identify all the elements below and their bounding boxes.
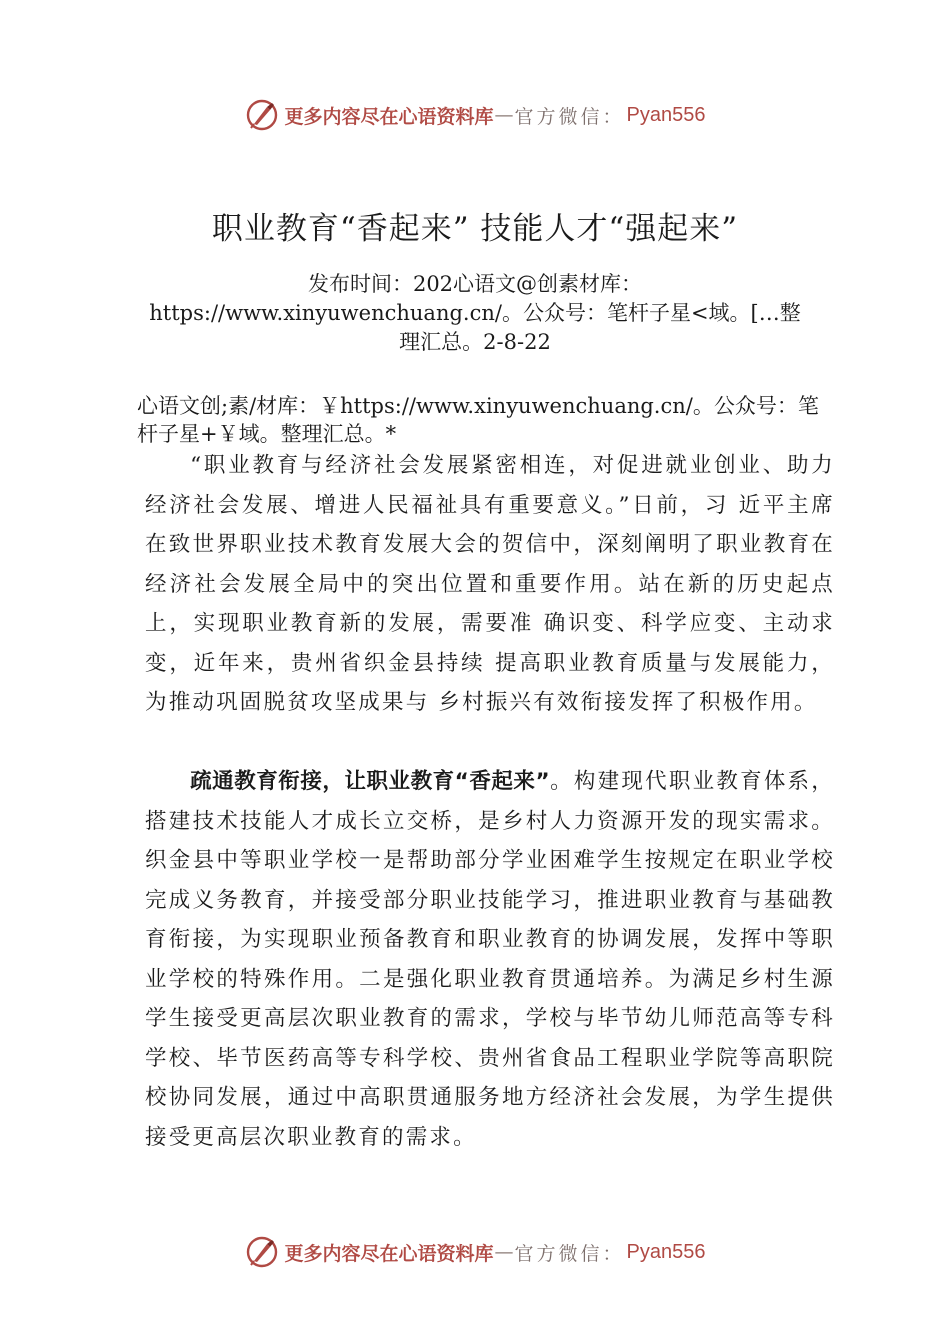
source-line: 心语文创;素/材库：￥https://www.xinyuwenchuang.cn/。公众号：笔杆子星+￥域。整理汇总。*: [137, 394, 819, 446]
banner-wechat-label: 官方微信：: [514, 105, 625, 128]
header-banner: [0, 95, 950, 135]
banner-wechat-label: 官方微信：: [514, 1242, 625, 1265]
paragraph-1: “职业教育与经济社会发展紧密相连，对促进就业创业、助力经济社会发展、增进人民福祉具有重要意义。”日前，习 近平主席在致世界职业技术教育发展大会的贺信中，深刻阐明了职业教育在经济社会发展全局中的突出位置和重要作用。站在新的历史起点上，实现职业教育新的发展，需要准 确识变、科学应变、主动求变，近年来，贵州省织金县持续 提高职业教育质量与发展能力，为推动巩固脱贫攻坚成果与 乡村振兴有效衔接发挥了积极作用。: [145, 453, 835, 715]
banner-wechat-id: Pyan556: [626, 103, 706, 126]
paragraph-2-body: 。构建现代职业教育体系，搭建技术技能人才成长立交桥，是乡村人力资源开发的现实需求。织金县中等职业学校一是帮助部分学业困难学生按规定在职业学校完成义务教育，并接受部分职业技能学习，推进职业教育与基础教育衔接，为实现职业预备教育和职业教育的协调发展，发挥中等职业学校的特殊作用。二是强化职业教育贯通培养。为满足乡村生源学生接受更高层次职业教育的需求，学校与毕节幼儿师范高等专科学校、毕节医药高等专科学校、贵州省食品工程职业学院等高职院校协同发展，通过中高职贯通服务地方经济社会发展，为学生提供接受更高层次职业教育的需求。: [145, 769, 836, 1150]
quill-pen-circle-icon: [245, 1235, 279, 1269]
paragraph-2: [145, 762, 835, 1157]
footer-banner: [0, 1232, 950, 1272]
banner-dash: —: [494, 104, 514, 126]
banner-dash: —: [494, 1241, 514, 1263]
article-title: 职业教育“香起来” 技能人才“强起来”: [211, 211, 739, 247]
paragraph-2-lead: 疏通教育衔接，让职业教育“香起来”: [190, 769, 551, 794]
publish-info: 发布时间：202心语文@创素材库：https://www.xinyuwenchuang.cn/。公众号：笔杆子星<域。[…整理汇总。2-8-22: [149, 272, 801, 354]
banner-brand-text: 更多内容尽在心语资料库: [284, 1242, 494, 1265]
quill-pen-circle-icon: [245, 98, 279, 132]
banner-wechat-id: Pyan556: [626, 1240, 706, 1263]
banner-brand-text: 更多内容尽在心语资料库: [284, 105, 494, 128]
